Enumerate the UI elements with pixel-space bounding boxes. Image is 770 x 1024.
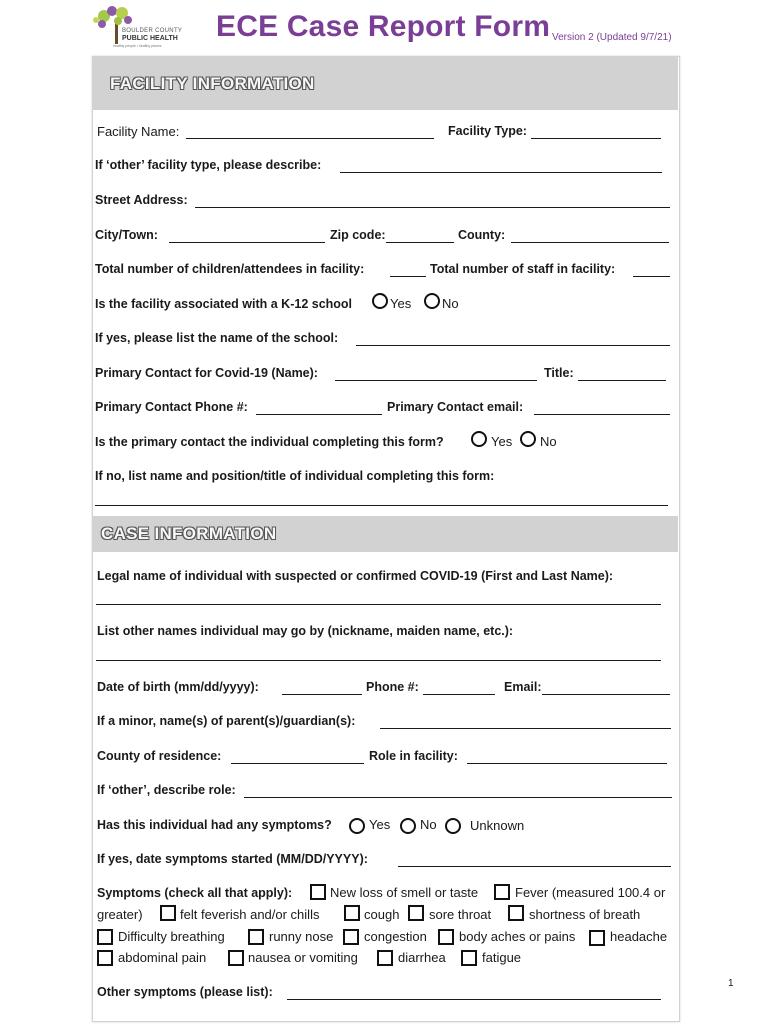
k12-label: Is the facility associated with a K-12 school	[95, 297, 353, 311]
dob-label: Date of birth (mm/dd/yyyy):	[97, 680, 259, 694]
date-started-label: If yes, date symptoms started (MM/DD/YYYY):	[97, 852, 368, 866]
role-field[interactable]	[467, 763, 667, 764]
shortness-checkbox[interactable]	[508, 905, 524, 921]
dob-field[interactable]	[282, 694, 362, 695]
other-names-field[interactable]	[96, 660, 661, 661]
completing-yes-radio[interactable]	[471, 431, 487, 447]
county-residence-label: County of residence:	[97, 749, 222, 763]
k12-no-radio[interactable]	[424, 293, 440, 309]
children-field[interactable]	[390, 276, 426, 277]
k12-no-label: No	[442, 296, 459, 311]
fever-label: Fever (measured 100.4 or	[515, 885, 666, 900]
street-label: Street Address:	[95, 193, 188, 207]
children-label: Total number of children/attendees in facility:	[95, 262, 365, 276]
runny-nose-label: runny nose	[269, 929, 334, 944]
fever-checkbox[interactable]	[494, 884, 510, 900]
facility-section-title: FACILITY INFORMATION	[110, 74, 315, 93]
contact-phone-label: Primary Contact Phone #:	[95, 400, 248, 414]
case-section-header	[93, 516, 678, 552]
feverish-checkbox[interactable]	[160, 905, 176, 921]
completing-label: Is the primary contact the individual completing this form?	[95, 435, 444, 449]
logo-line1: BOULDER COUNTY	[122, 28, 183, 34]
fatigue-label: fatigue	[482, 950, 522, 965]
contact-email-field[interactable]	[534, 414, 670, 415]
guardian-field[interactable]	[380, 728, 671, 729]
smell-label: New loss of smell or taste	[330, 885, 479, 900]
staff-label: Total number of staff in facility:	[430, 262, 616, 276]
contact-email-label: Primary Contact email:	[387, 400, 524, 414]
completing-no-radio[interactable]	[520, 431, 536, 447]
body-aches-checkbox[interactable]	[438, 929, 454, 945]
case-section-title: CASE INFORMATION	[101, 524, 277, 543]
contact-name-field[interactable]	[335, 380, 537, 381]
phone-field[interactable]	[423, 694, 495, 695]
completing-no-label: No	[540, 434, 557, 449]
phone-label: Phone #:	[366, 680, 419, 694]
other-names-label: List other names individual may go by (nickname, maiden name, etc.):	[97, 624, 514, 638]
symptoms-yes-label: Yes	[369, 817, 391, 832]
headache-checkbox[interactable]	[589, 930, 605, 946]
difficulty-checkbox[interactable]	[97, 929, 113, 945]
cough-label: cough	[364, 907, 400, 922]
congestion-checkbox[interactable]	[343, 929, 359, 945]
logo-line2: PUBLIC HEALTH	[122, 35, 178, 42]
version-label: Version 2 (Updated 9/7/21)	[552, 32, 672, 43]
symptoms-unknown-label: Unknown	[470, 818, 525, 833]
shortness-label: shortness of breath	[529, 907, 641, 922]
role-label: Role in facility:	[369, 749, 458, 763]
abdominal-checkbox[interactable]	[97, 950, 113, 966]
legal-name-field[interactable]	[96, 604, 661, 605]
other-role-field[interactable]	[244, 797, 672, 798]
completing-yes-label: Yes	[491, 434, 513, 449]
logo-tagline: healthy people • healthy places	[113, 44, 162, 48]
runny-nose-checkbox[interactable]	[248, 929, 264, 945]
if-no-field[interactable]	[95, 505, 668, 506]
diarrhea-label: diarrhea	[398, 950, 446, 965]
other-symptoms-label: Other symptoms (please list):	[97, 985, 273, 999]
date-started-field[interactable]	[398, 866, 671, 867]
facility-name-label: Facility Name:	[97, 124, 180, 139]
street-field[interactable]	[195, 207, 670, 208]
cough-checkbox[interactable]	[344, 905, 360, 921]
other-type-label: If ‘other’ facility type, please describe:	[95, 158, 322, 172]
symptoms-label: Symptoms (check all that apply):	[97, 886, 293, 900]
guardian-label: If a minor, name(s) of parent(s)/guardian(s):	[97, 714, 356, 728]
page-number: 1	[728, 978, 734, 989]
facility-name-field[interactable]	[186, 138, 434, 139]
nausea-checkbox[interactable]	[228, 950, 244, 966]
congestion-label: congestion	[364, 929, 427, 944]
contact-title-field[interactable]	[578, 380, 666, 381]
fatigue-checkbox[interactable]	[461, 950, 477, 966]
email-label: Email:	[504, 680, 542, 694]
facility-type-label: Facility Type:	[448, 124, 527, 138]
school-name-field[interactable]	[356, 345, 670, 346]
other-role-label: If ‘other’, describe role:	[97, 783, 236, 797]
difficulty-label: Difficulty breathing	[118, 929, 225, 944]
contact-title-label: Title:	[544, 366, 574, 380]
k12-yes-radio[interactable]	[372, 293, 388, 309]
contact-name-label: Primary Contact for Covid-19 (Name):	[95, 366, 318, 380]
page-title: ECE Case Report Form	[216, 10, 551, 43]
k12-yes-label: Yes	[390, 296, 412, 311]
zip-label: Zip code:	[330, 228, 386, 242]
facility-type-field[interactable]	[531, 138, 661, 139]
county-label: County:	[458, 228, 506, 242]
facility-section-header	[93, 57, 678, 110]
smell-checkbox[interactable]	[310, 884, 326, 900]
nausea-label: nausea or vomiting	[248, 950, 358, 965]
school-name-label: If yes, please list the name of the school:	[95, 331, 339, 345]
legal-name-label: Legal name of individual with suspected or confirmed COVID-19 (First and Last Name):	[97, 569, 614, 583]
symptoms-no-label: No	[420, 817, 437, 832]
staff-field[interactable]	[633, 276, 670, 277]
symptoms-yes-radio[interactable]	[349, 818, 365, 834]
fever-label-cont: greater)	[97, 907, 143, 922]
headache-label: headache	[610, 929, 668, 944]
sore-throat-checkbox[interactable]	[408, 905, 424, 921]
zip-field[interactable]	[386, 242, 454, 243]
abdominal-label: abdominal pain	[118, 950, 207, 965]
body-aches-label: body aches or pains	[459, 929, 576, 944]
city-field[interactable]	[169, 242, 325, 243]
email-field[interactable]	[542, 694, 670, 695]
city-label: City/Town:	[95, 228, 158, 242]
other-symptoms-field[interactable]	[287, 999, 661, 1000]
sore-throat-label: sore throat	[429, 907, 492, 922]
contact-phone-field[interactable]	[256, 414, 382, 415]
symptoms-question-label: Has this individual had any symptoms?	[97, 818, 332, 832]
county-field[interactable]	[511, 242, 669, 243]
if-no-label: If no, list name and position/title of individual completing this form:	[95, 469, 495, 483]
diarrhea-checkbox[interactable]	[377, 950, 393, 966]
county-residence-field[interactable]	[231, 763, 364, 764]
feverish-label: felt feverish and/or chills	[180, 907, 320, 922]
other-type-field[interactable]	[340, 172, 662, 173]
symptoms-unknown-radio[interactable]	[445, 818, 461, 834]
symptoms-no-radio[interactable]	[400, 818, 416, 834]
